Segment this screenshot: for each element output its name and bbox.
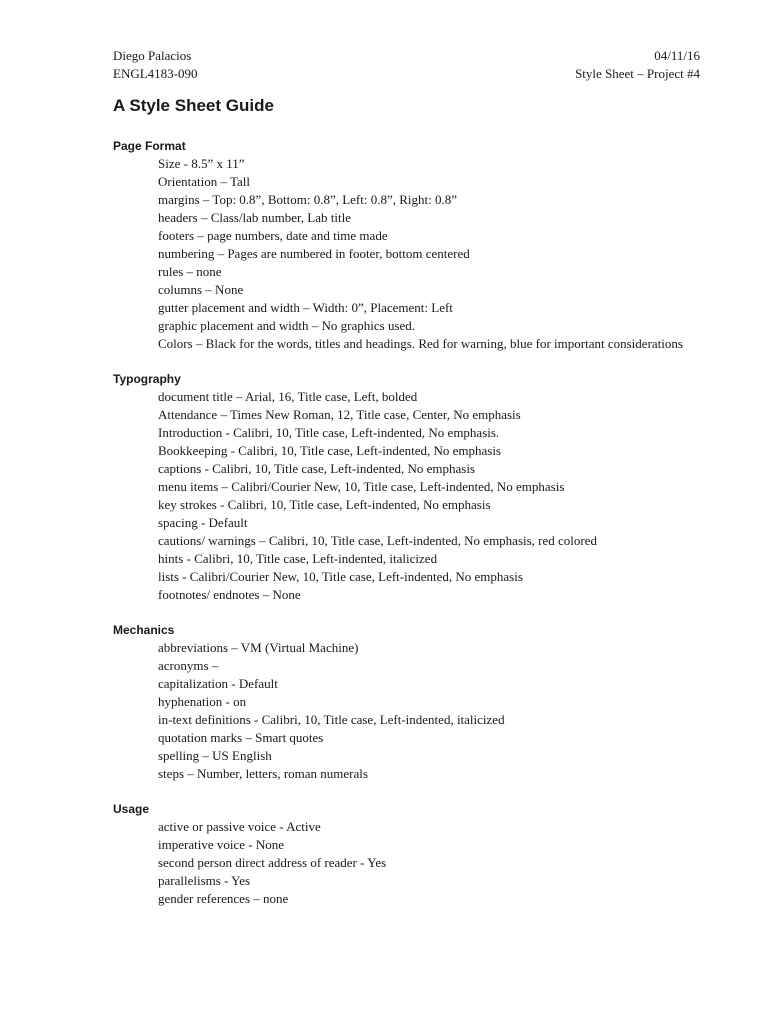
section-heading: Typography bbox=[113, 372, 181, 386]
author-name: Diego Palacios bbox=[113, 48, 192, 63]
list-item: columns – None bbox=[158, 282, 244, 297]
section-page-format bbox=[113, 137, 753, 353]
list-item: spacing - Default bbox=[158, 515, 248, 530]
list-item: numbering – Pages are numbered in footer, bottom centered bbox=[158, 246, 470, 261]
list-item: spelling – US English bbox=[158, 748, 272, 763]
list-item: in-text definitions - Calibri, 10, Title case, Left-indented, italicized bbox=[158, 712, 505, 727]
list-item: margins – Top: 0.8”, Bottom: 0.8”, Left: 0.8”, Right: 0.8” bbox=[158, 192, 458, 207]
section-heading: Usage bbox=[113, 802, 150, 816]
section-typography bbox=[113, 370, 753, 604]
document-date: 04/11/16 bbox=[654, 48, 700, 63]
header-row-2 bbox=[113, 65, 700, 83]
list-item: steps – Number, letters, roman numerals bbox=[158, 766, 368, 781]
list-item: Size - 8.5” x 11” bbox=[158, 156, 245, 171]
list-item: footers – page numbers, date and time made bbox=[158, 228, 388, 243]
list-item: capitalization - Default bbox=[158, 676, 278, 691]
section-heading: Mechanics bbox=[113, 623, 175, 637]
section-list bbox=[113, 155, 753, 353]
list-item: abbreviations – VM (Virtual Machine) bbox=[158, 640, 359, 655]
list-item: Colors – Black for the words, titles and headings. Red for warning, blue for important considerations bbox=[158, 336, 683, 351]
course-number: ENGL4183-090 bbox=[113, 66, 198, 81]
list-item: rules – none bbox=[158, 264, 222, 279]
list-item: hints - Calibri, 10, Title case, Left-indented, italicized bbox=[158, 551, 438, 566]
list-item: Introduction - Calibri, 10, Title case, Left-indented, No emphasis. bbox=[158, 425, 500, 440]
list-item: gutter placement and width – Width: 0”, Placement: Left bbox=[158, 300, 453, 315]
list-item: document title – Arial, 16, Title case, Left, bolded bbox=[158, 389, 418, 404]
list-item: parallelisms - Yes bbox=[158, 873, 251, 888]
list-item: second person direct address of reader - Yes bbox=[158, 855, 387, 870]
list-item: graphic placement and width – No graphics used. bbox=[158, 318, 416, 333]
list-item: quotation marks – Smart quotes bbox=[158, 730, 324, 745]
document-content bbox=[113, 137, 753, 925]
project-name: Style Sheet – Project #4 bbox=[575, 66, 700, 81]
list-item: Bookkeeping - Calibri, 10, Title case, Left-indented, No emphasis bbox=[158, 443, 501, 458]
list-item: key strokes - Calibri, 10, Title case, Left-indented, No emphasis bbox=[158, 497, 491, 512]
list-item: gender references – none bbox=[158, 891, 289, 906]
section-list bbox=[113, 818, 753, 908]
list-item: lists - Calibri/Courier New, 10, Title case, Left-indented, No emphasis bbox=[158, 569, 523, 584]
section-list bbox=[113, 388, 753, 604]
list-item: active or passive voice - Active bbox=[158, 819, 321, 834]
list-item: Attendance – Times New Roman, 12, Title case, Center, No emphasis bbox=[158, 407, 521, 422]
list-item: menu items – Calibri/Courier New, 10, Title case, Left-indented, No emphasis bbox=[158, 479, 565, 494]
list-item: footnotes/ endnotes – None bbox=[158, 587, 301, 602]
document-title: A Style Sheet Guide bbox=[113, 96, 274, 115]
list-item: captions - Calibri, 10, Title case, Left-indented, No emphasis bbox=[158, 461, 475, 476]
header-row-1 bbox=[113, 47, 700, 65]
list-item: headers – Class/lab number, Lab title bbox=[158, 210, 351, 225]
list-item: imperative voice - None bbox=[158, 837, 284, 852]
section-list bbox=[113, 639, 753, 783]
page-header bbox=[113, 47, 700, 83]
section-usage bbox=[113, 800, 753, 908]
list-item: cautions/ warnings – Calibri, 10, Title case, Left-indented, No emphasis, red colored bbox=[158, 533, 598, 548]
list-item: acronyms – bbox=[158, 658, 219, 673]
section-mechanics bbox=[113, 621, 753, 783]
list-item: hyphenation - on bbox=[158, 694, 247, 709]
list-item: Orientation – Tall bbox=[158, 174, 250, 189]
section-heading: Page Format bbox=[113, 139, 186, 153]
